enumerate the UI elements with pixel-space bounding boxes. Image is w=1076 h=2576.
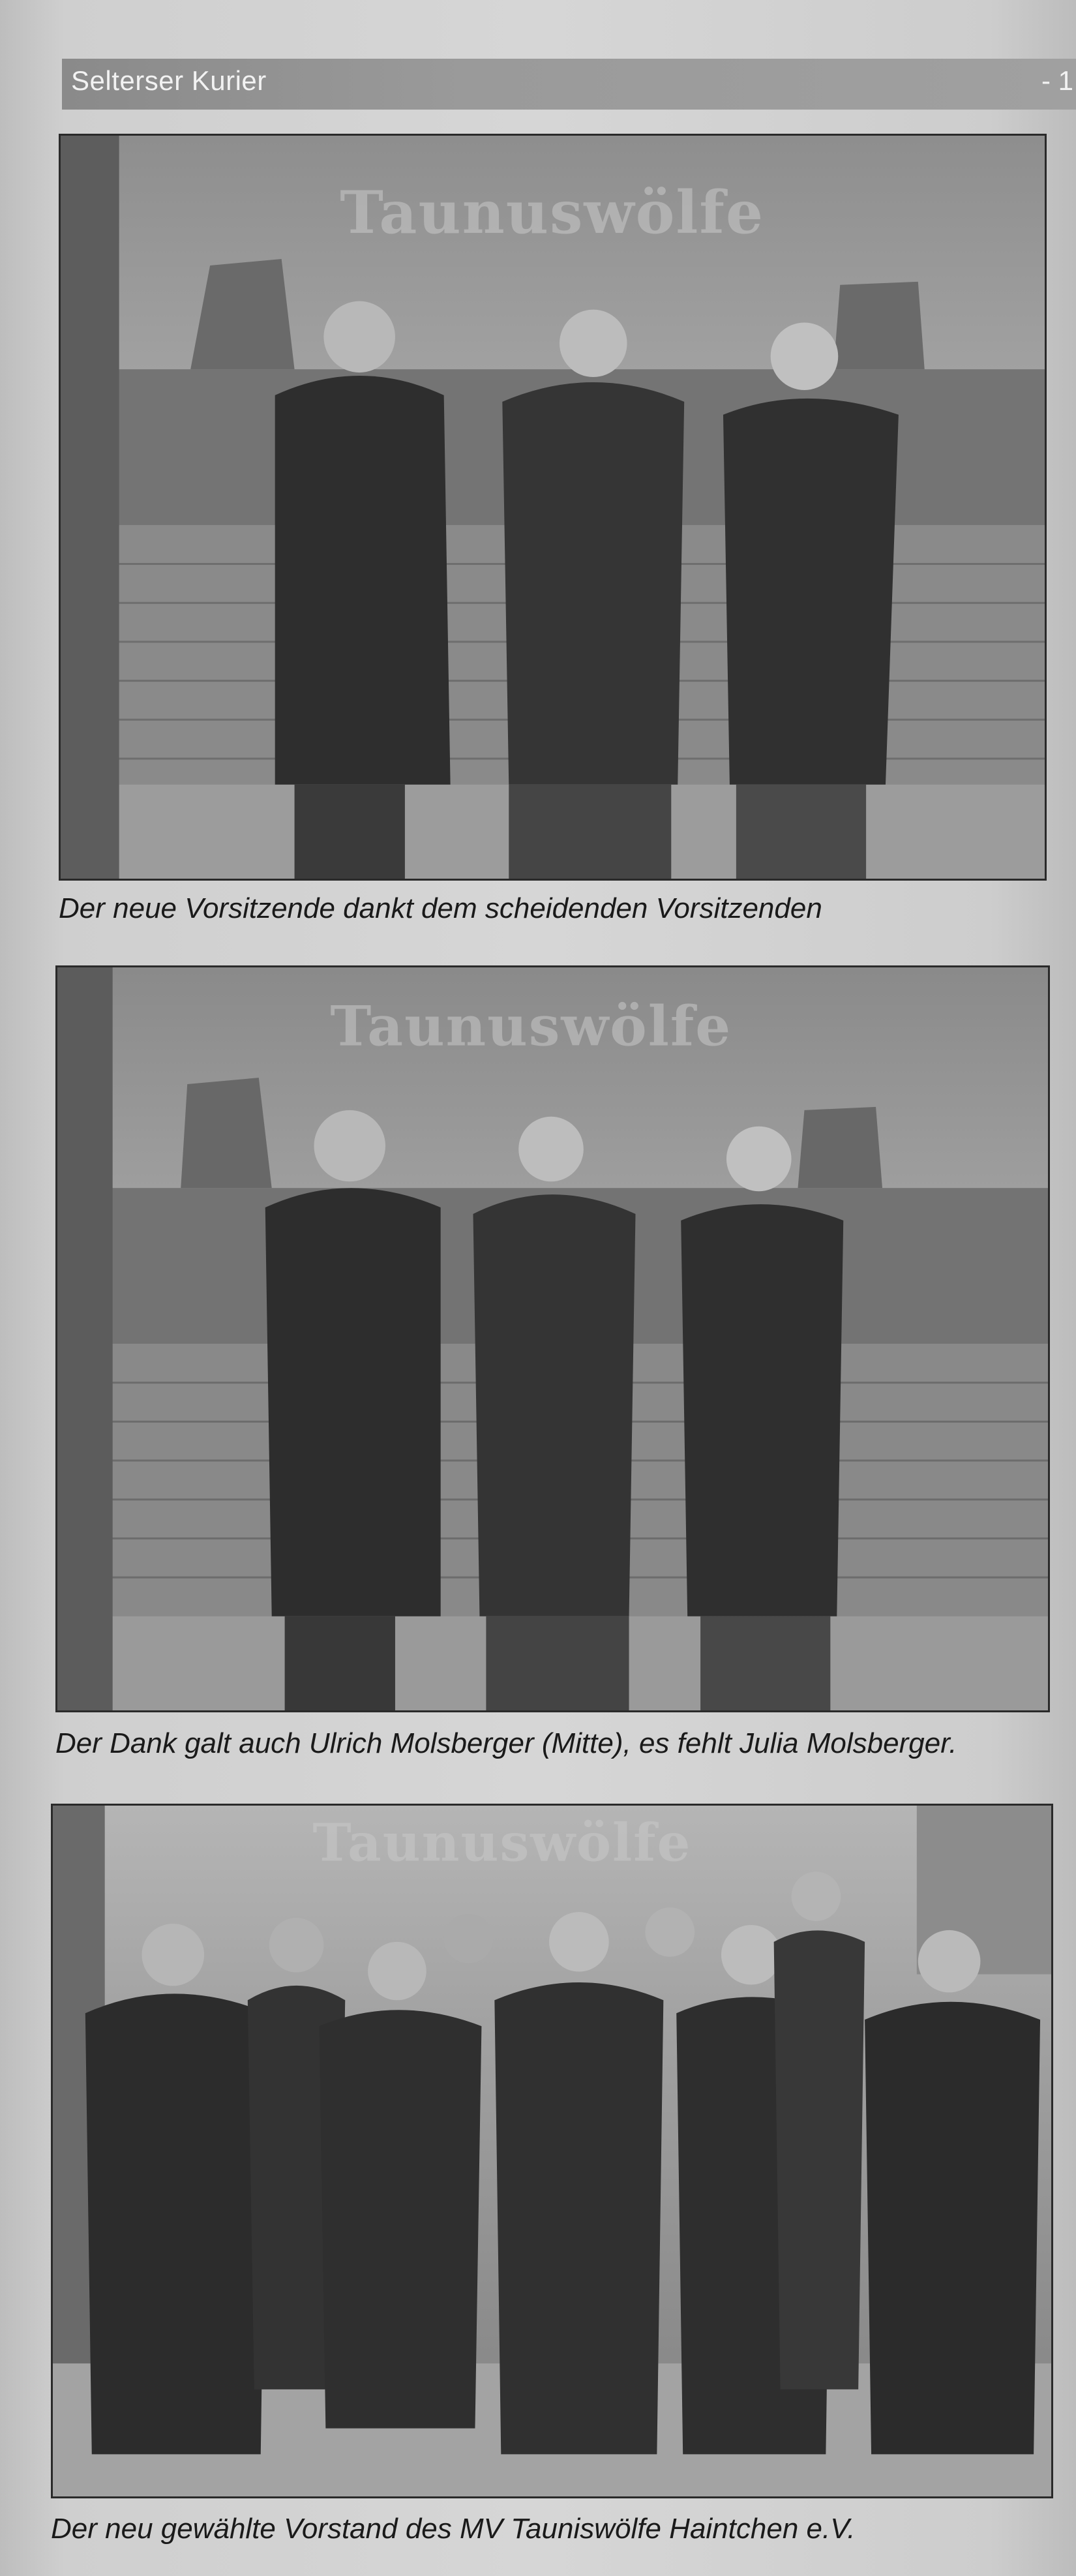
photo-1-image [61, 136, 1045, 879]
photo-1-logo-text: Taunuswölfe [340, 179, 764, 248]
newspaper-header-bar [62, 59, 1076, 110]
person-middle [473, 1117, 635, 1710]
page-number: - 1 [1041, 65, 1073, 96]
newspaper-title: Selterser Kurier [71, 65, 267, 96]
photo-3-logo-text: Taunuswölfe [312, 1811, 692, 1873]
photo-2-image [57, 967, 1048, 1710]
person-right [681, 1127, 843, 1710]
person-middle [502, 310, 684, 879]
photo-3 [51, 1804, 1053, 2498]
photo-1 [59, 134, 1047, 881]
photo-2-caption: Der Dank galt auch Ulrich Molsberger (Mitte), es fehlt Julia Molsberger. [55, 1727, 957, 1759]
photo-2-logo-text: Taunuswölfe [330, 993, 732, 1059]
photo-3-caption: Der neu gewählte Vorstand des MV Tauniswölfe Haintchen e.V. [51, 2513, 856, 2545]
photo-2 [55, 965, 1050, 1712]
photo-3-image [53, 1806, 1051, 2496]
photo-1-caption: Der neue Vorsitzende dankt dem scheidenden Vorsitzenden [59, 892, 822, 924]
